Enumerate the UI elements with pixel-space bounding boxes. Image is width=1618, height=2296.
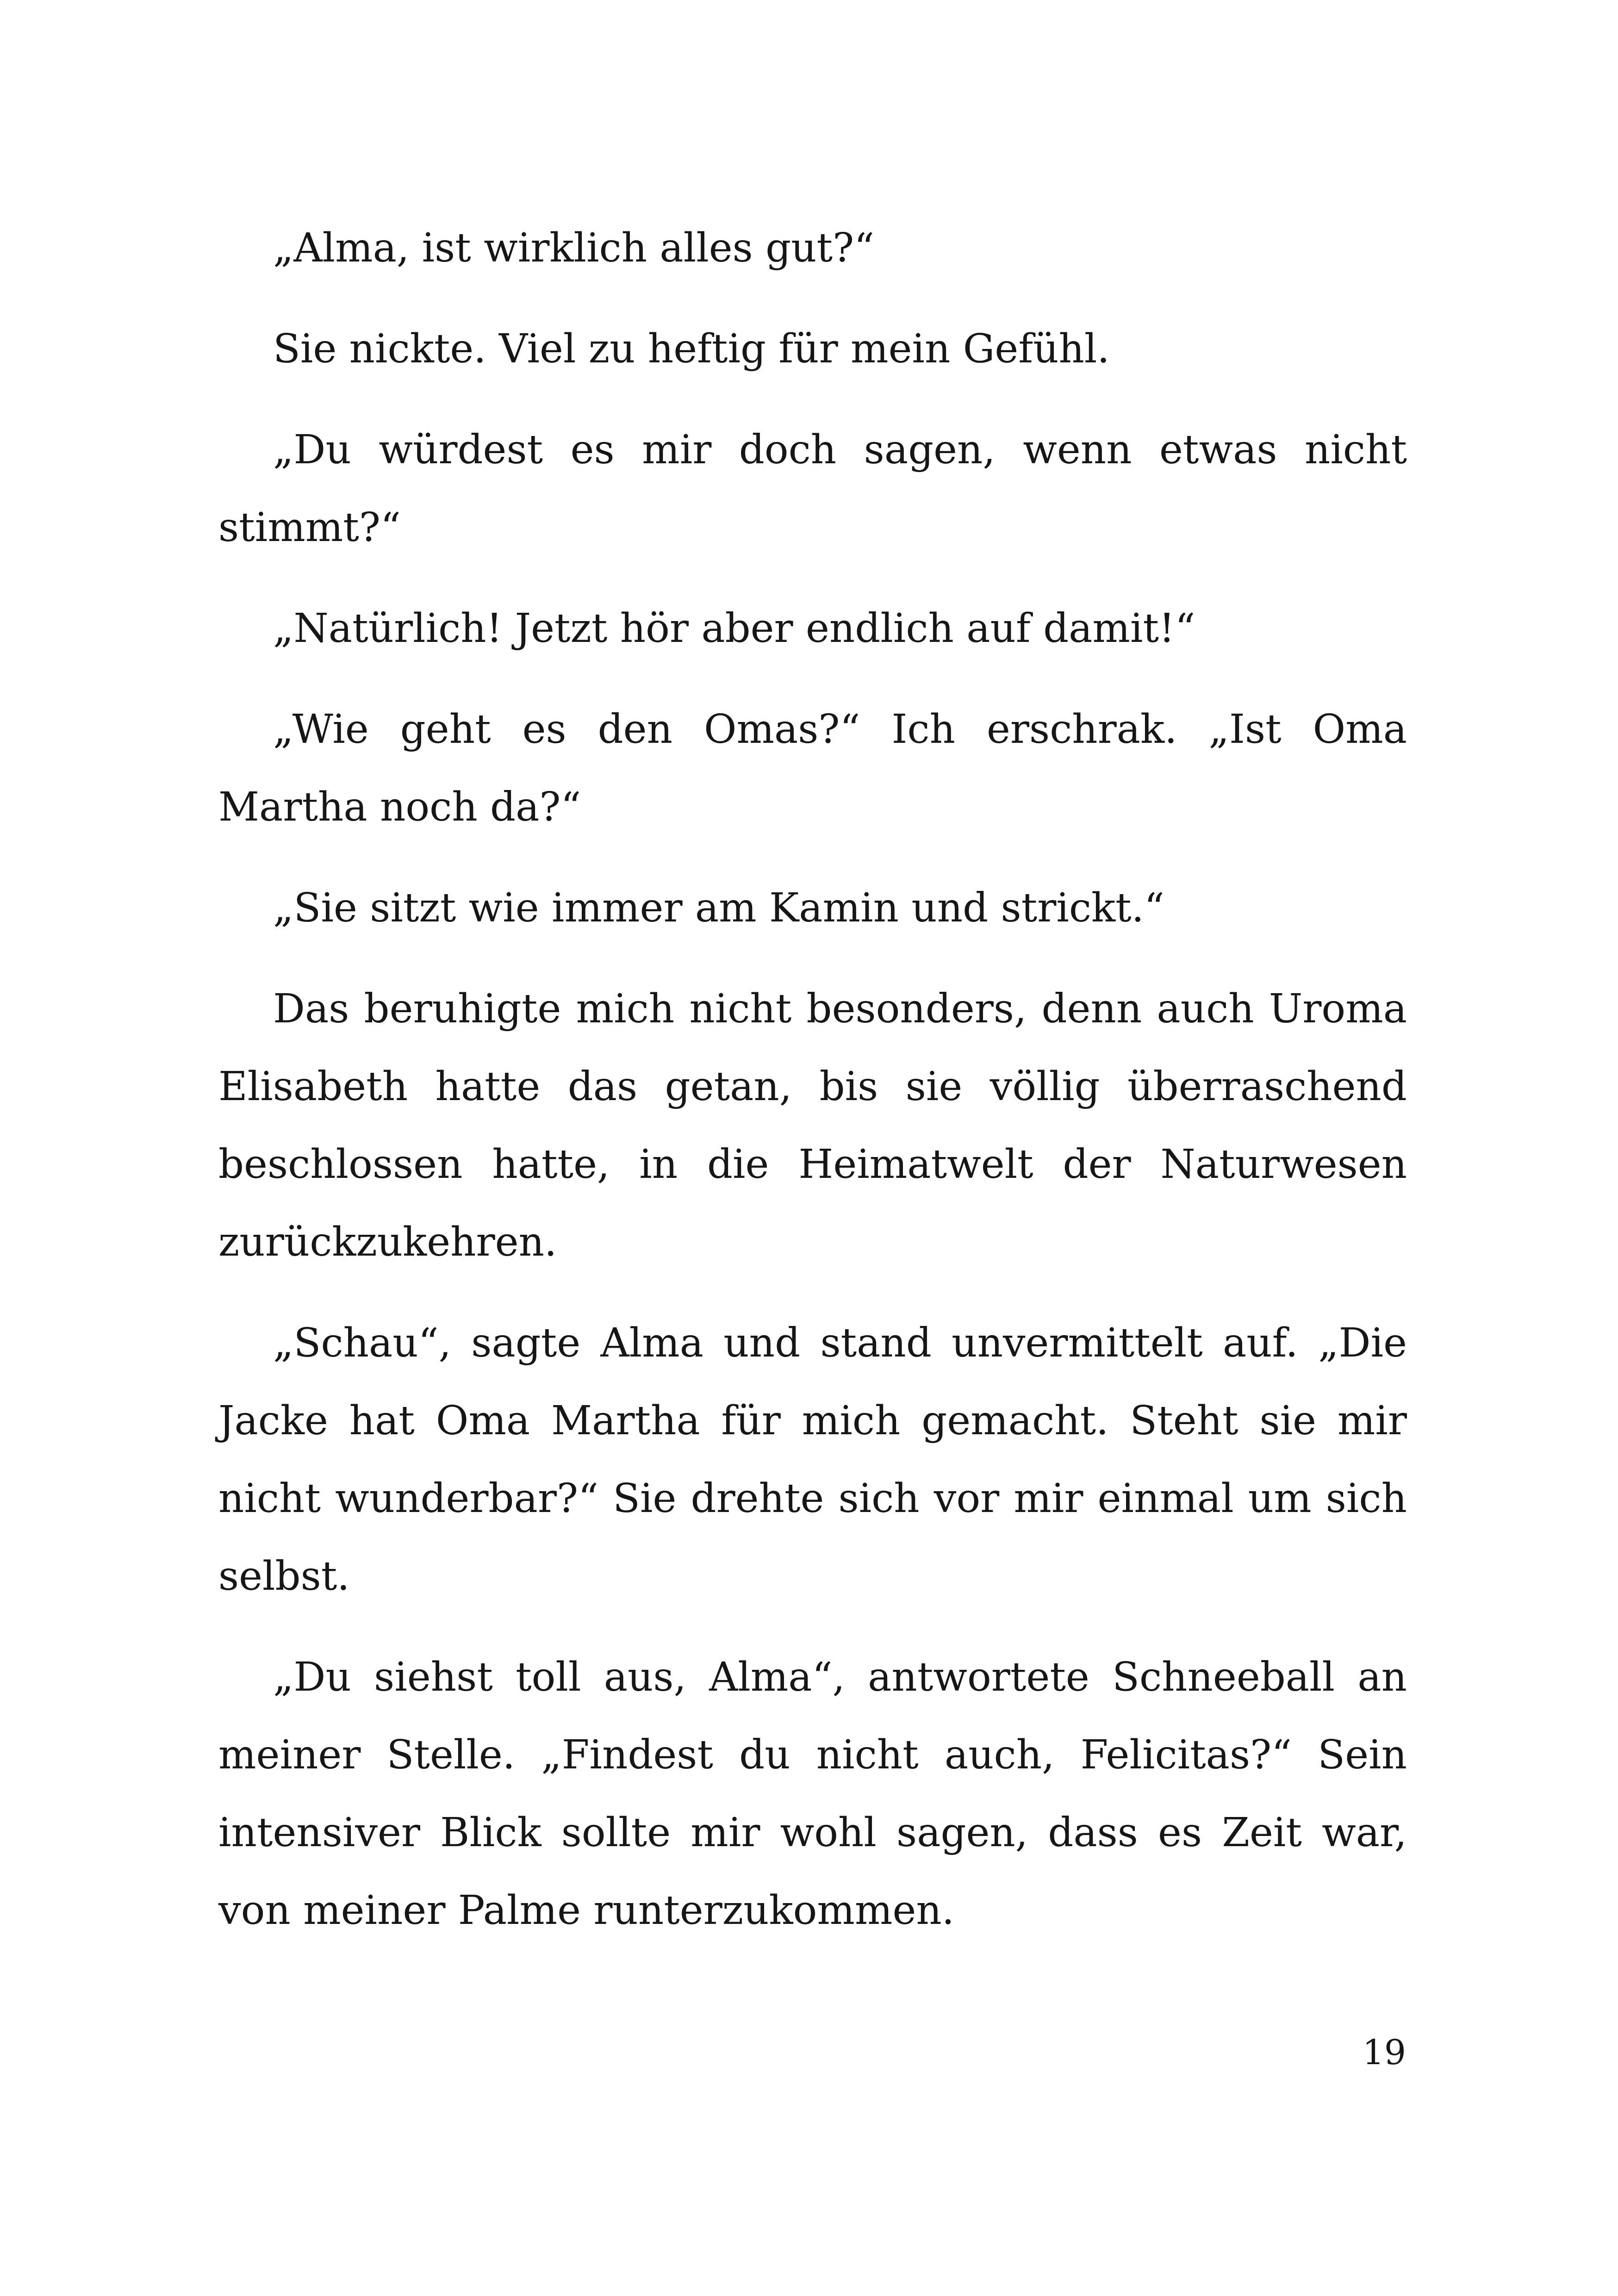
page-number: 19	[1362, 2033, 1406, 2072]
paragraph-1: „Alma, ist wirklich alles gut?“	[273, 225, 875, 271]
paragraph-7: Das beruhigte mich nicht besonders, denn auch Uroma Elisabeth hatte das getan, bis sie völlig überraschend beschlossen hatte, in die Heimatwelt der Naturwesen zurückzukehren.	[218, 986, 1407, 1265]
paragraph-3: „Du würdest es mir doch sagen, wenn etwas nicht stimmt?“	[218, 427, 1407, 551]
body-text	[218, 209, 1407, 1972]
paragraph-4: „Natürlich! Jetzt hör aber endlich auf damit!“	[273, 605, 1195, 652]
paragraph-2: Sie nickte. Viel zu heftig für mein Gefühl.	[273, 326, 1110, 372]
paragraph-6: „Sie sitzt wie immer am Kamin und strickt.“	[273, 885, 1164, 931]
paragraph-8: „Schau“, sagte Alma und stand unvermittelt auf. „Die Jacke hat Oma Martha für mich gemacht. Steht sie mir nicht wunderbar?“ Sie drehte sich vor mir einmal um sich selbst.	[218, 1320, 1407, 1599]
paragraph-9: „Du siehst toll aus, Alma“, antwortete Schneeball an meiner Stelle. „Findest du nicht auch, Felicitas?“ Sein intensiver Blick sollte mir wohl sagen, dass es Zeit war, von meiner Palme runterzukommen.	[218, 1654, 1407, 1934]
paragraph-5: „Wie geht es den Omas?“ Ich erschrak. „Ist Oma Martha noch da?“	[218, 706, 1407, 830]
